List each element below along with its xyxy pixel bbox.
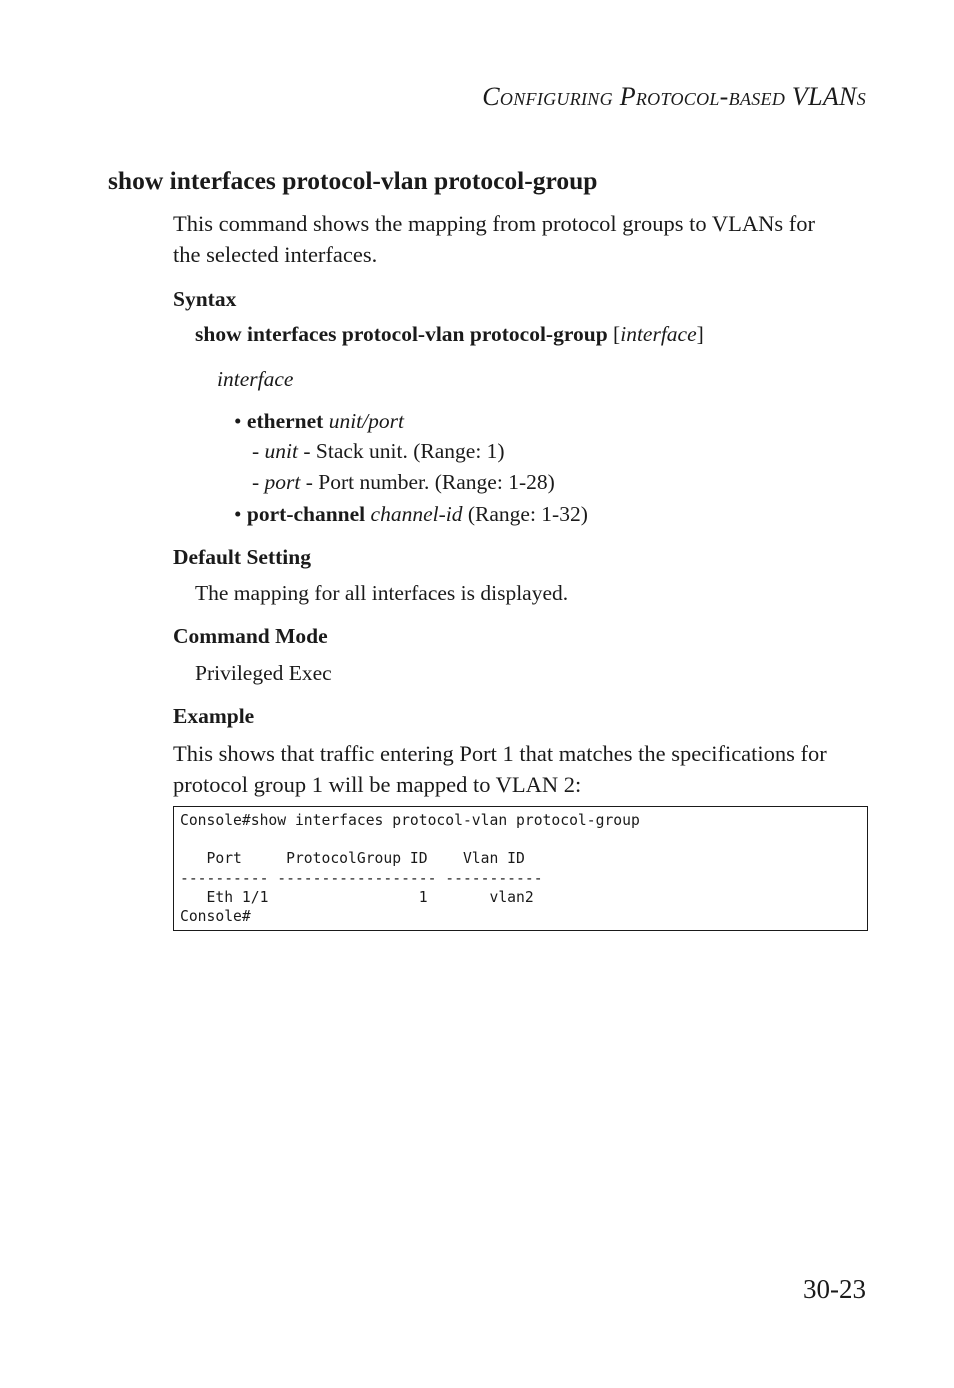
- port-channel-arg: channel-id: [370, 502, 463, 526]
- command-mode-heading: Command Mode: [173, 624, 328, 648]
- syntax-param: interface: [620, 322, 697, 346]
- port-channel-keyword: port-channel: [246, 502, 366, 526]
- syntax-open-bracket: [: [613, 322, 621, 346]
- intro-paragraph: [173, 208, 815, 270]
- page-number: 30-23: [803, 1274, 866, 1304]
- port-channel-range: (Range: 1-32): [467, 502, 588, 526]
- param-name: interface: [217, 367, 294, 391]
- console-output-box: [173, 806, 868, 931]
- example-heading: Example: [173, 704, 255, 728]
- port-name: port: [264, 470, 301, 494]
- ethernet-keyword: ethernet: [246, 409, 324, 433]
- example-paragraph: [173, 738, 827, 800]
- command-mode-text: Privileged Exec: [195, 661, 332, 685]
- syntax-close-bracket: ]: [696, 322, 704, 346]
- section-title: show interfaces protocol-vlan protocol-group: [108, 166, 598, 195]
- intro-line-2: the selected interfaces.: [173, 242, 378, 267]
- port-desc: - Port number. (Range: 1-28): [300, 470, 555, 494]
- dash: -: [252, 470, 260, 494]
- bullet-icon: •: [234, 502, 242, 526]
- unit-desc: - Stack unit. (Range: 1): [298, 439, 505, 463]
- syntax-command-line: [195, 322, 704, 347]
- intro-line-1: This command shows the mapping from protocol groups to VLANs for: [173, 211, 816, 236]
- dash: -: [252, 439, 260, 463]
- syntax-command: show interfaces protocol-vlan protocol-group: [195, 322, 608, 346]
- running-header: Configuring Protocol-based VLANs: [482, 82, 866, 111]
- default-setting-text: The mapping for all interfaces is displayed.: [195, 581, 569, 605]
- ethernet-args: unit/port: [328, 409, 404, 433]
- bullet-port-channel: [234, 502, 588, 527]
- unit-name: unit: [264, 439, 298, 463]
- console-output: Console#show interfaces protocol-vlan protocol-group Port ProtocolGroup ID Vlan ID ---------- ------------------ ----------- Eth 1/1 1 vlan2 Console#: [180, 812, 640, 926]
- example-line-2: protocol group 1 will be mapped to VLAN 2:: [173, 772, 582, 797]
- syntax-heading: Syntax: [173, 287, 237, 311]
- sub-item-port: [252, 470, 555, 495]
- example-line-1: This shows that traffic entering Port 1 that matches the specifications for: [173, 741, 827, 766]
- bullet-icon: •: [234, 409, 242, 433]
- bullet-ethernet: [234, 409, 404, 434]
- sub-item-unit: [252, 439, 505, 464]
- default-setting-heading: Default Setting: [173, 545, 311, 569]
